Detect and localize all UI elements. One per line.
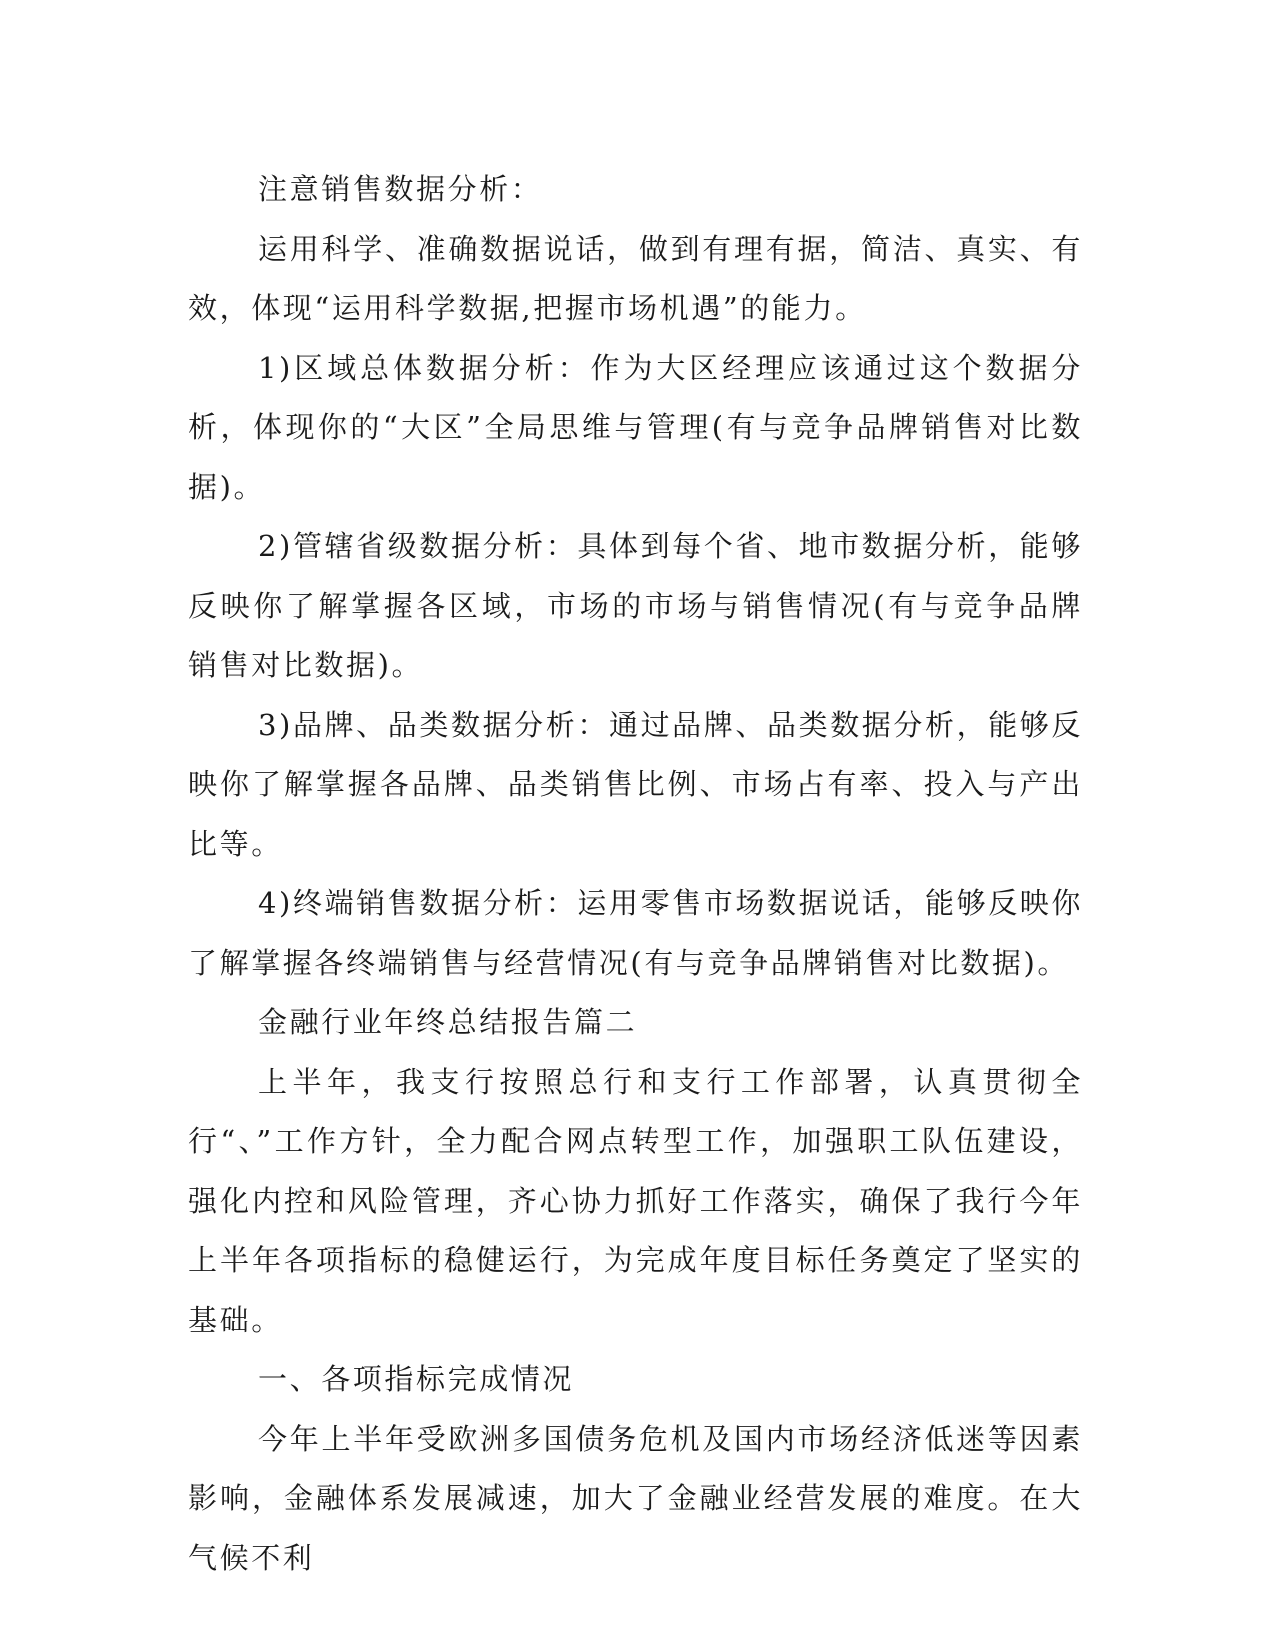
document-body xyxy=(188,160,1083,1588)
section-label-sales-analysis: 注意销售数据分析： xyxy=(258,172,543,206)
paragraph-brand-category-analysis: 3)品牌、品类数据分析：通过品牌、品类数据分析，能够反映你了解掌握各品牌、品类销售比例、市场占有率、投入与产出比等。 xyxy=(188,707,1083,861)
paragraph-scientific-data: 运用科学、准确数据说话，做到有理有据，简洁、真实、有效，体现“运用科学数据,把握市场机遇”的能力。 xyxy=(188,231,1083,325)
paragraph-terminal-sales-analysis: 4)终端销售数据分析：运用零售市场数据说话，能够反映你了解掌握各终端销售与经营情况(有与竞争品牌销售对比数据)。 xyxy=(188,886,1083,980)
section-heading-indicators: 一、各项指标完成情况 xyxy=(258,1362,575,1396)
paragraph-market-conditions: 今年上半年受欧洲多国债务危机及国内市场经济低迷等因素影响，金融体系发展减速，加大了金融业经营发展的难度。在大气候不利 xyxy=(188,1421,1083,1575)
paragraph-regional-analysis: 1)区域总体数据分析：作为大区经理应该通过这个数据分析，体现你的“大区”全局思维与管理(有与竞争品牌销售对比数据)。 xyxy=(188,350,1083,504)
paragraph-half-year-summary: 上半年，我支行按照总行和支行工作部署，认真贯彻全行“、”工作方针，全力配合网点转型工作，加强职工队伍建设，强化内控和风险管理，齐心协力抓好工作落实，确保了我行今年上半年各项指标的稳健运行，为完成年度目标任务奠定了坚实的基础。 xyxy=(188,1064,1083,1337)
report-title-part-two: 金融行业年终总结报告篇二 xyxy=(258,1005,638,1039)
paragraph-provincial-analysis: 2)管辖省级数据分析：具体到每个省、地市数据分析，能够反映你了解掌握各区域，市场的市场与销售情况(有与竞争品牌销售对比数据)。 xyxy=(188,529,1083,682)
